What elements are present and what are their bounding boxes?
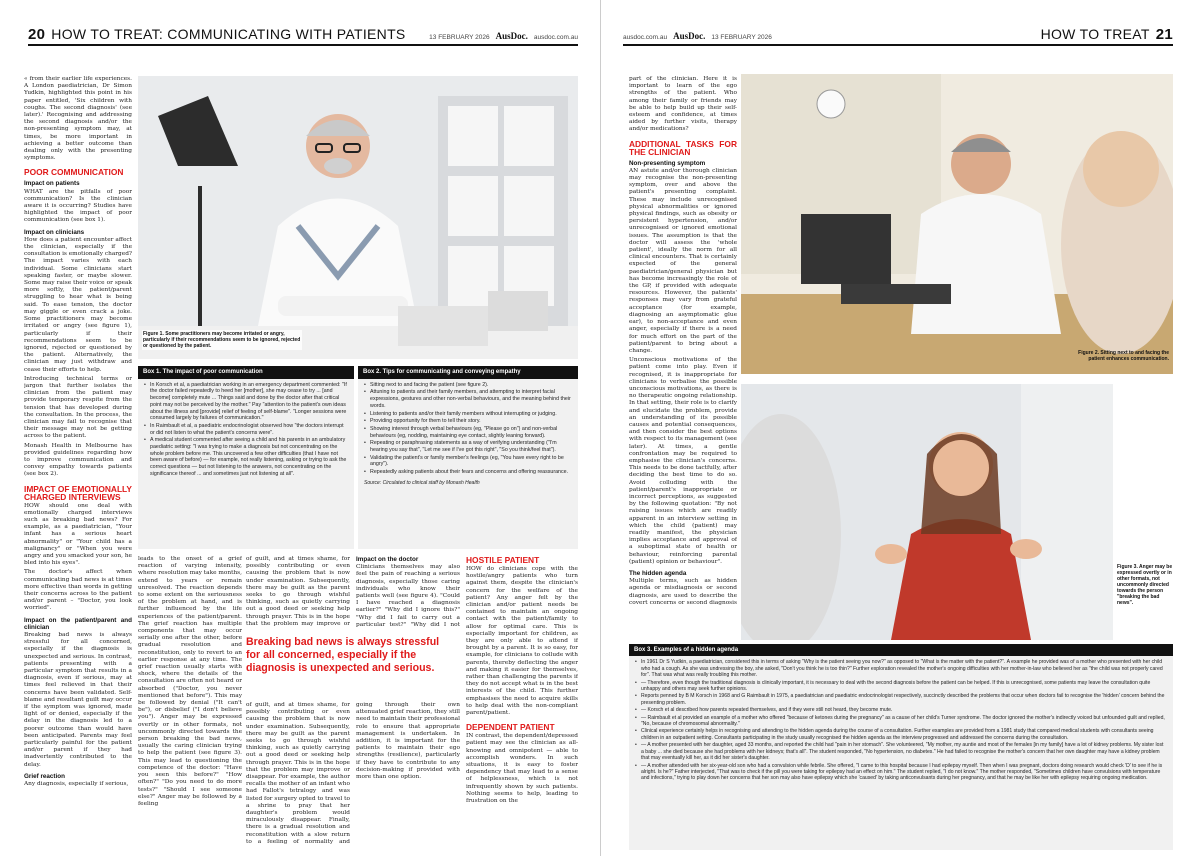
paragraph: Introducing technical terms or jargon that further isolates the clinician from the patient may provide temporary respite from the tension that has developed during the consultation. In the process, the clinician may fail to recognise that their message may not be getting across to the patient.: [24, 375, 132, 440]
page-number: 20: [28, 26, 46, 43]
box3-item: • Reports penned by B M Korsch in 1968 and G Raimbault in 1975, a paediatrician and paediatric endocrinologist respectively, succinctly described the problems that occur when doctors fail to recognise the 'hidden' concern behind the presenting problem.: [635, 693, 1167, 706]
left-running-header: [28, 26, 578, 44]
figure1-photo: [138, 76, 578, 359]
box2-item: • Showing interest through verbal behaviours (eg, "Please go on") and non-verbal behaviours (eg, nodding, maintaining eye contact, slightly leaning forward).: [364, 426, 572, 439]
box3-item: • — Raimbault et al provided an example of a mother who offered "because of ketones during the pregnancy" as a cause of her child's Turner syndrome. The doctor ignored the mother's indirectly voiced but unfounded guilt and replied, "No, because of chromosomal abnormality.": [635, 715, 1167, 728]
subheading-grief: Grief reaction: [24, 772, 65, 780]
box3-item: • — A mother attended with her six-year-old son who had a convulsion while febrile. She offered, "I came to this hospital because I had epilepsy myself. Then when I was pregnant, doctors doing research would check 'D' to see if he is alright. Is he?" Father interjected, "That was to check if the pill you were taking for epilepsy had an effect on him." The student replied, "I do not know." The mother responded, "Sometimes children have convulsions with temperature and infections," trying to play down her concerns that her son may also have epilepsy which she 'caused' by taking anticonvulsants during her pregnancy, and that he may be like her with epilepsy requiring ongoing medication.: [635, 763, 1167, 782]
header-rule: [28, 44, 578, 46]
doctor-patient-consultation-illustration: [741, 74, 1173, 374]
paragraph: part of the clinician. Here it is important to learn of the ego strengths of the patient. Who among their family or friends may be able to help build up their self-esteem and confidence, at times aided by further visits, therapy and/or medications?: [629, 76, 737, 133]
article-column-2: leads to the onset of a grief reaction of varying intensity, where resolution may take months, extend to years or remain unresolved. The reaction depends to some extent on the seriousness of the problem at hand, and is further influenced by the life experiences of the patient/parent. The grief reaction has multiple components that may occur serially one after the other, before gradual resolution and reconstitution, only to revert to an earlier response at any time. The grief reaction usually starts with shock, where the details of the consultation are often not heard or absorbed ("Doctor, you never mentioned that before"). This may be followed by denial ("It can't be"), or disbelief ("I don't believe you"). Anger may be expressed overtly or in other formats, not uncommonly directed towards the person breaking the bad news, usually the caring clinician trying to help the patient (see figure 3). This may lead to questioning the competence of the doctor: "Have you seen this before?" "How often?" "Do you need to do more tests?" "Should I see someone else?" Anger may be followed by a feeling: [138, 556, 242, 807]
box3-item: • — Therefore, even though the traditional diagnosis is clinically important, it is necessary to deal with the second diagnosis before the patient can be helped. If this is unrecognised, some patients may leave the consultation quite unhappy and others may seek further opinions.: [635, 680, 1167, 693]
angry-patient-illustration: [741, 384, 1113, 640]
figure3-photo: [741, 384, 1113, 640]
paragraph: Unconscious motivations of the patient come into play. Even if recognised, it is inappropriate for clinicians to verbalise the possible unconscious motivations, as there is no therapeutic ongoing relationship. In that setting, their role is to clarify and elucidate the problem, provide an understanding of its possible causes and potential consequences, and then consider the best options with respect to its management (see later). At times, a gentle confrontation may be required to emphasise the clinician's concerns. This needs to be done tactfully, after deciding the best time to do so. Avoid colluding with the patient/parent's inappropriate or incorrect perceptions, as suggested by the following quotation: "By not raising issues which are readily apparent in an interview setting in which the child (patient) may readily manifest, the physician implies acceptance and approval of a suboptimal state of health or behaviour, reinforcing parental (patient) opinion or behaviour".: [629, 357, 737, 565]
box2-item: • Validating the patient's or family member's feelings (eg, "You have every right to be angry").: [364, 455, 572, 468]
paragraph: IN contrast, the dependent/depressed patient may see the clinician as all-knowing and omnipotent — able to accomplish wonders. In such situations, it is easy to foster dependency that may lead to a sense of helplessness, which is not infrequently shown by such patients. Nothing seems to help, leading to frustration on the: [466, 733, 578, 805]
box3-item: • — A mother presented with her daughter, aged 33 months, and reported the child had "pain in her stomach". She volunteered, "My mother, my auntie and most of the females [in my family] have a lot of kidney problems. My sister lost a baby ... she died because she had problems with her kidneys; that's all". The student responded, "No hypertension, no diabetes." He had failed to recognise the mother's concern that her own daughter may have a kidney problem that may eventually kill her, as it did her sister's daughter.: [635, 742, 1167, 761]
paragraph: Breaking bad news is always stressful for all concerned, especially if the diagnosis is unexpected and serious. In contrast, patients presenting with a particular symptom that results in a diagnosis, even if serious, may at times feel relieved in that their concerns have been validated. Self-blame and resultant guilt may occur if the symptom was ignored, made light of or denied, especially if the delay in the diagnosis led to a poorer outcome than would have been anticipated. Parents may feel particularly painful for the patient and/or parent if they had inadvertently contributed to the delay.: [24, 632, 132, 768]
paragraph: WHAT are the pitfalls of poor communication? Is the clinician aware it is occurring? Studies have highlighted the impact of poor communication (see box 1).: [24, 188, 132, 224]
heading-additional-tasks: ADDITIONAL TASKS FOR THE CLINICIAN: [629, 138, 737, 157]
article-column-4-bottom: going through their own attenuated grief reaction, they still need to maintain their professional role to ensure that appropriate management is undertaken. In addition, it is important for the patients to maintain their ego strengths (resilience), particularly if they have to contribute to any decision-making if provided with more than one option.: [356, 702, 460, 781]
figure3-caption: Figure 3. Anger may be expressed overtly or in other formats, not uncommonly directed towards the person "breaking the bad news".: [1117, 564, 1173, 606]
box2: [358, 366, 578, 549]
paragraph: Monash Health in Melbourne has provided guidelines regarding how to improve communication and convey empathy towards patients (see box 2).: [24, 442, 132, 478]
subheading-impact-parent: Impact on the patient/parent and clinician: [24, 616, 132, 631]
right-page: [600, 0, 1200, 856]
box1-title: Box 1. The impact of poor communication: [138, 366, 354, 379]
box1-item: • In Korsch et al, a paediatrician working in an emergency department commented: "If the doctor failed repeatedly to heed her [mother], she may cease to try ... [and become] completely mute ... Things said and done by the doctor after that critical point may not be perceived by the mother." Pay "attention to the patient's own ideas about the illness and [provide] relief of feeling of self-blame". "Longer sessions were consumed largely by failures of communication.": [144, 382, 348, 422]
box1-item: • In Raimbault et al, a paediatric endocrinologist observed how "the doctors interrupt or did not listen to what the patient's concerns were".: [144, 423, 348, 436]
box3: [629, 644, 1173, 850]
article-column-3: of guilt, and at times shame, for possibly contributing or even causing the problem that is now under examination. Subsequently, there may be guilt as the parent seeks to go through wishful thinking, such as quietly carrying out a good deed or seeking help through prayer. This is in the hope that the problem may improve or: [246, 556, 350, 627]
box3-item: • In 1961 Dr S Yudkin, a paediatrician, considered this in terms of asking "Why is the patient seeing you now?" as opposed to "What is the matter with the patient?". A example he provided was of a mother who presented with her child who had a cough. As she was undressing the boy, she asked, "Don't you think he is too thin?" Further exploration revealed the mother's ongoing difficulties with her mother-in-law who believed her as "the child was not properly cared for". That was what was really troubling this mother.: [635, 659, 1167, 678]
subheading-non-presenting: Non-presenting symptom: [629, 159, 706, 167]
box2-item: • Attuning to patients and their family members, and attempting to interpret facial expressions, gestures and other non-verbal behaviours, and the meaning behind their words.: [364, 389, 572, 409]
paragraph: Multiple terms, such as hidden agenda or misdiagnosis or second diagnosis, are used to describe the covert concerns or second diagnosis: [629, 578, 737, 606]
box1: [138, 366, 354, 549]
paragraph: HOW do clinicians cope with the hostile/angry patients who turn against them, despite the clinician's concern for the welfare of the patient? Any anger felt by the clinician and/or patient needs be contained to maintain an ongoing contact with the patient/family to allow for optimal care. This is especially important for children, as they are only able to attend if brought by a parent. It is so easy, for example, for clinicians to collude with parents, thereby deflecting the anger and making it easier for themselves, rather than challenging the parents if they do not accept what is in the best interests of the child. This further emphasises the need to acquire skills to help deal with the non-compliant parent/patient.: [466, 566, 578, 717]
heading-emotionally-charged: IMPACT OF EMOTIONALLY CHARGED INTERVIEWS: [24, 483, 132, 502]
paragraph: Clinicians themselves may also feel the pain of reaching a serious diagnosis, especially those caring individuals who know their patients well (see figure 4). "Could I have reached a diagnosis earlier?" "Why did I ignore this?" "Why did I fail to carry out a particular test?" "Why did I not: [356, 564, 460, 628]
pull-quote: Breaking bad news is always stressful for all concerned, especially if the diagnosis is unexpected and serious.: [246, 636, 440, 674]
intro-paragraph: « from their earlier life experiences. A London paediatrician, Dr Simon Yudkin, highlighted this point in his paper entitled, 'Six children with coughs. The second diagnosis' (see later).' Recognising and addressing the second diagnosis and/or the non-presenting symptom may, at times, be more important in achieving a better outcome than dealing only with the presenting symptoms.: [24, 76, 132, 162]
section-title: HOW TO TREAT: [1040, 26, 1150, 42]
box3-item: • — Korsch et al described how parents repeated themselves, and if they were still not heard, they become mute.: [635, 707, 1167, 713]
paragraph: of guilt, and at times shame, for possibly contributing or even causing the problem that is now under examination. Subsequently, there may be guilt as the parent seeks to go through wishful thinking, such as quietly carrying out a good deed or seeking help through prayer. This is in the hope that the problem may improve or disappear. For example, the author recalls the mother of an infant who had Fallot's tetralogy and was listed for surgery opted to travel to a shrine to pray that her daughter's problem would miraculously disappear. Finally, there is a gradual resolution and reconstitution with a slow return to a feeling of normality and: [246, 702, 350, 845]
right-running-header: [623, 26, 1173, 44]
figure2-caption: Figure 2. Sitting next to and facing the patient enhances communication.: [1078, 350, 1169, 362]
subheading-impact-clinicians: Impact on clinicians: [24, 228, 85, 236]
box1-item: • A medical student commented after seeing a child and his parents in an ambulatory paediatric setting: "I was trying to make a diagnosis but not concentrating on the whole problem before me. This uncovered a few other difficulties (that I have not been aware of before) — for example, not really listening, asking or trying to ask the correct questions — but not listening to the answers, not concentrating on the significance thereof ... and sometimes just not listening at all".: [144, 437, 348, 477]
figure2-photo: [741, 74, 1173, 374]
section-title: HOW TO TREAT: COMMUNICATING WITH PATIENTS: [51, 26, 406, 42]
box2-item: • Sitting next to and facing the patient (see figure 2).: [364, 382, 572, 389]
box2-item: • Providing opportunity for them to tell their story.: [364, 418, 572, 425]
issue-date: 13 FEBRUARY 2026: [711, 34, 772, 41]
article-column-1: [24, 76, 132, 846]
issue-date: 13 FEBRUARY 2026: [429, 34, 490, 41]
box2-item: • Listening to patients and/or their family members without interrupting or judging.: [364, 411, 572, 418]
paragraph: AN astute and/or thorough clinician may recognise the non-presenting symptom, over and above the patient's presenting complaint. These may include unrecognised physical abnormalities or ignored physical findings, such as obesity or persistent hypertension, and/or unrecognised or ignored emotional issues. The assumption is that the doctor will assess the 'whole patient', ideally the norm for all clinical encounters. That is certainly expected of the general paediatrician/general physician but has become increasingly the role of the GP, if provided with adequate resources. However, the patients' responses may vary from grateful acceptance (for example, diagnosing an asymptomatic glue ear), to non-acceptance and even anger, especially if there is a need for much effort on the part of the patient/parent to bring about a change.: [629, 167, 737, 354]
page-number: 21: [1155, 26, 1173, 43]
heading-dependent-patient: DEPENDENT PATIENT: [466, 722, 555, 733]
heading-hostile-patient: HOSTILE PATIENT: [466, 556, 540, 565]
figure1-caption: Figure 1. Some practitioners may become irritated or angry, particularly if their recommendations seem to be ignored, rejected or questioned by the patient.: [143, 331, 301, 349]
site-url: ausdoc.com.au: [533, 34, 578, 41]
subheading-impact-patients: Impact on patients: [24, 180, 80, 188]
box3-title: Box 3. Examples of a hidden agenda: [629, 644, 1173, 656]
box2-item: • Repeating or paraphrasing statements as a way of verifying understanding ("I'm hearing you say that", "Let me see if I've got this right", "So you think/feel that").: [364, 440, 572, 453]
article-column-5: [466, 556, 578, 846]
site-url: ausdoc.com.au: [623, 34, 668, 41]
paragraph: HOW should one deal with emotionally charged interviews such as breaking bad news? For example, as a paediatrician, "Your infant has a serious heart abnormality" or "Your child has a malignancy" or "When you were angry and you smacked your son, he bled into his eyes".: [24, 502, 132, 567]
paragraph: The doctor's affect when communicating bad news is at times more effective than words in getting their concerns across to the patient and/or parent – "Doctor, you look worried".: [24, 569, 132, 612]
header-rule: [623, 44, 1173, 46]
masthead: AusDoc.: [495, 31, 528, 41]
right-article-column: [629, 76, 737, 606]
subheading-impact-doctor: Impact on the doctor: [356, 556, 419, 563]
article-column-3-bottom: [246, 702, 350, 846]
box2-source: Source: Circulated to clinical staff by Monash Health: [364, 479, 480, 486]
paragraph: Any diagnosis, especially if serious,: [24, 781, 129, 788]
subheading-hidden-agenda: The hidden agenda: [629, 570, 687, 577]
box2-title: Box 2. Tips for communicating and conveying empathy: [358, 366, 578, 379]
box2-item: • Repeatedly asking patients about their fears and concerns and offering reassurance.: [364, 469, 572, 476]
irritated-doctor-illustration: [138, 76, 578, 359]
paragraph: How does a patient encounter affect the clinician, especially if the consultation is emotionally charged? The impact varies with each individual. Some clinicians start speaking faster, or maybe slower. Some may raise their voice or speak more softly, the patient/parent struggling to hear what is being said. To ease tension, the doctor may giggle or even crack a joke. Some practitioners may become irritated or angry (see figure 1), particularly if their recommendations seem to be ignored, rejected or questioned by the patient. Alternatively, the clinician may just withdraw and cease their efforts to help.: [24, 236, 132, 373]
article-column-4: [356, 556, 460, 628]
masthead: AusDoc.: [673, 31, 706, 41]
heading-poor-communication: POOR COMMUNICATION: [24, 167, 124, 178]
box3-item: • Clinical experience certainly helps in recognising and attending to the hidden agenda during the course of a consultation. Further examples are provided from a 1981 study that compared medical students with consultants seeing children in an outpatient setting. Consultants participating in the study usually recognised the hidden agenda as the interview progressed and addressed the concerns during the consultation.: [635, 728, 1167, 741]
